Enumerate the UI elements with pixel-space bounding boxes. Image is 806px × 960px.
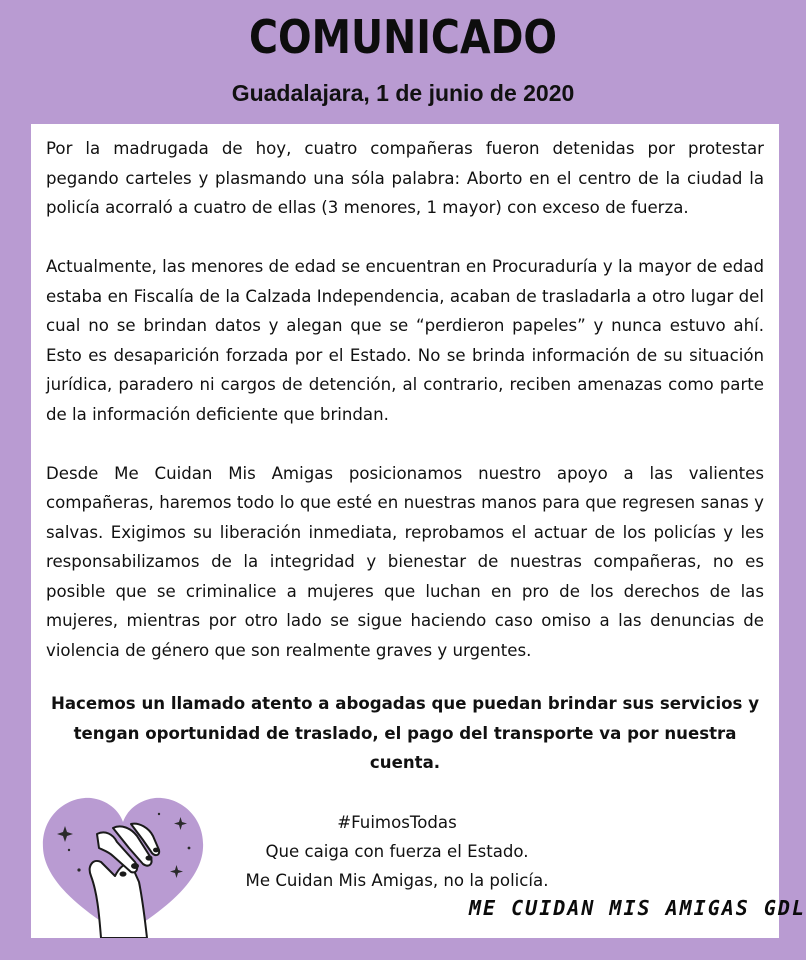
heart-with-clasped-hands-icon bbox=[39, 792, 207, 938]
closing-block bbox=[227, 808, 567, 895]
date-location: Guadalajara, 1 de junio de 2020 bbox=[231, 80, 575, 106]
statement-body bbox=[46, 134, 764, 695]
paragraph-3: Desde Me Cuidan Mis Amigas posicionamos nuestro apoyo a las valientes compañeras, haremos todo lo que esté en nuestras manos para que regresen sanas y salvas. Exigimos su liberación inmediata, reprobamos el actuar de los policías y les responsabilizamos de la integridad y bienestar de nuestras compañeras, no es posible que se criminalice a mujeres que luchan en pro de los derechos de las mujeres, mientras por otro lado se sigue haciendo caso omiso a las denuncias de violencia de género que son realmente graves y urgentes. bbox=[46, 463, 764, 660]
statement-card bbox=[31, 124, 806, 938]
closing-line-1: Que caiga con fuerza el Estado. bbox=[265, 842, 529, 861]
signature: ME CUIDAN MIS AMIGAS GDL bbox=[469, 896, 806, 920]
hashtag: #FuimosTodas bbox=[337, 813, 457, 832]
paragraph-2: Actualmente, las menores de edad se encuentran en Procuraduría y la mayor de edad estaba en Fiscalía de la Calzada Independencia, acaban de trasladarla a otro lugar del cual no se brindan datos y alegan que se “perdieron papeles” y nunca estuvo ahí. Esto es desaparición forzada por el Estado. No se brinda información de su situación jurídica, paradero ni cargos de detención, al contrario, reciben amenazas como parte de la información deficiente que brindan. bbox=[46, 257, 764, 424]
paragraph-1: Por la madrugada de hoy, cuatro compañeras fueron detenidas por protestar pegando carteles y plasmando una sóla palabra: Aborto en el centro de la ciudad la policía acorraló a cuatro de ellas (3 menores, 1 mayor) con exceso de fuerza. bbox=[46, 139, 764, 217]
page-title: COMUNICADO bbox=[248, 10, 558, 64]
closing-line-2: Me Cuidan Mis Amigas, no la policía. bbox=[245, 871, 549, 890]
lawyer-callout: Hacemos un llamado atento a abogadas que puedan brindar sus servicios y tengan oportunidad de traslado, el pago del transporte va por nuestra cuenta. bbox=[50, 694, 760, 772]
